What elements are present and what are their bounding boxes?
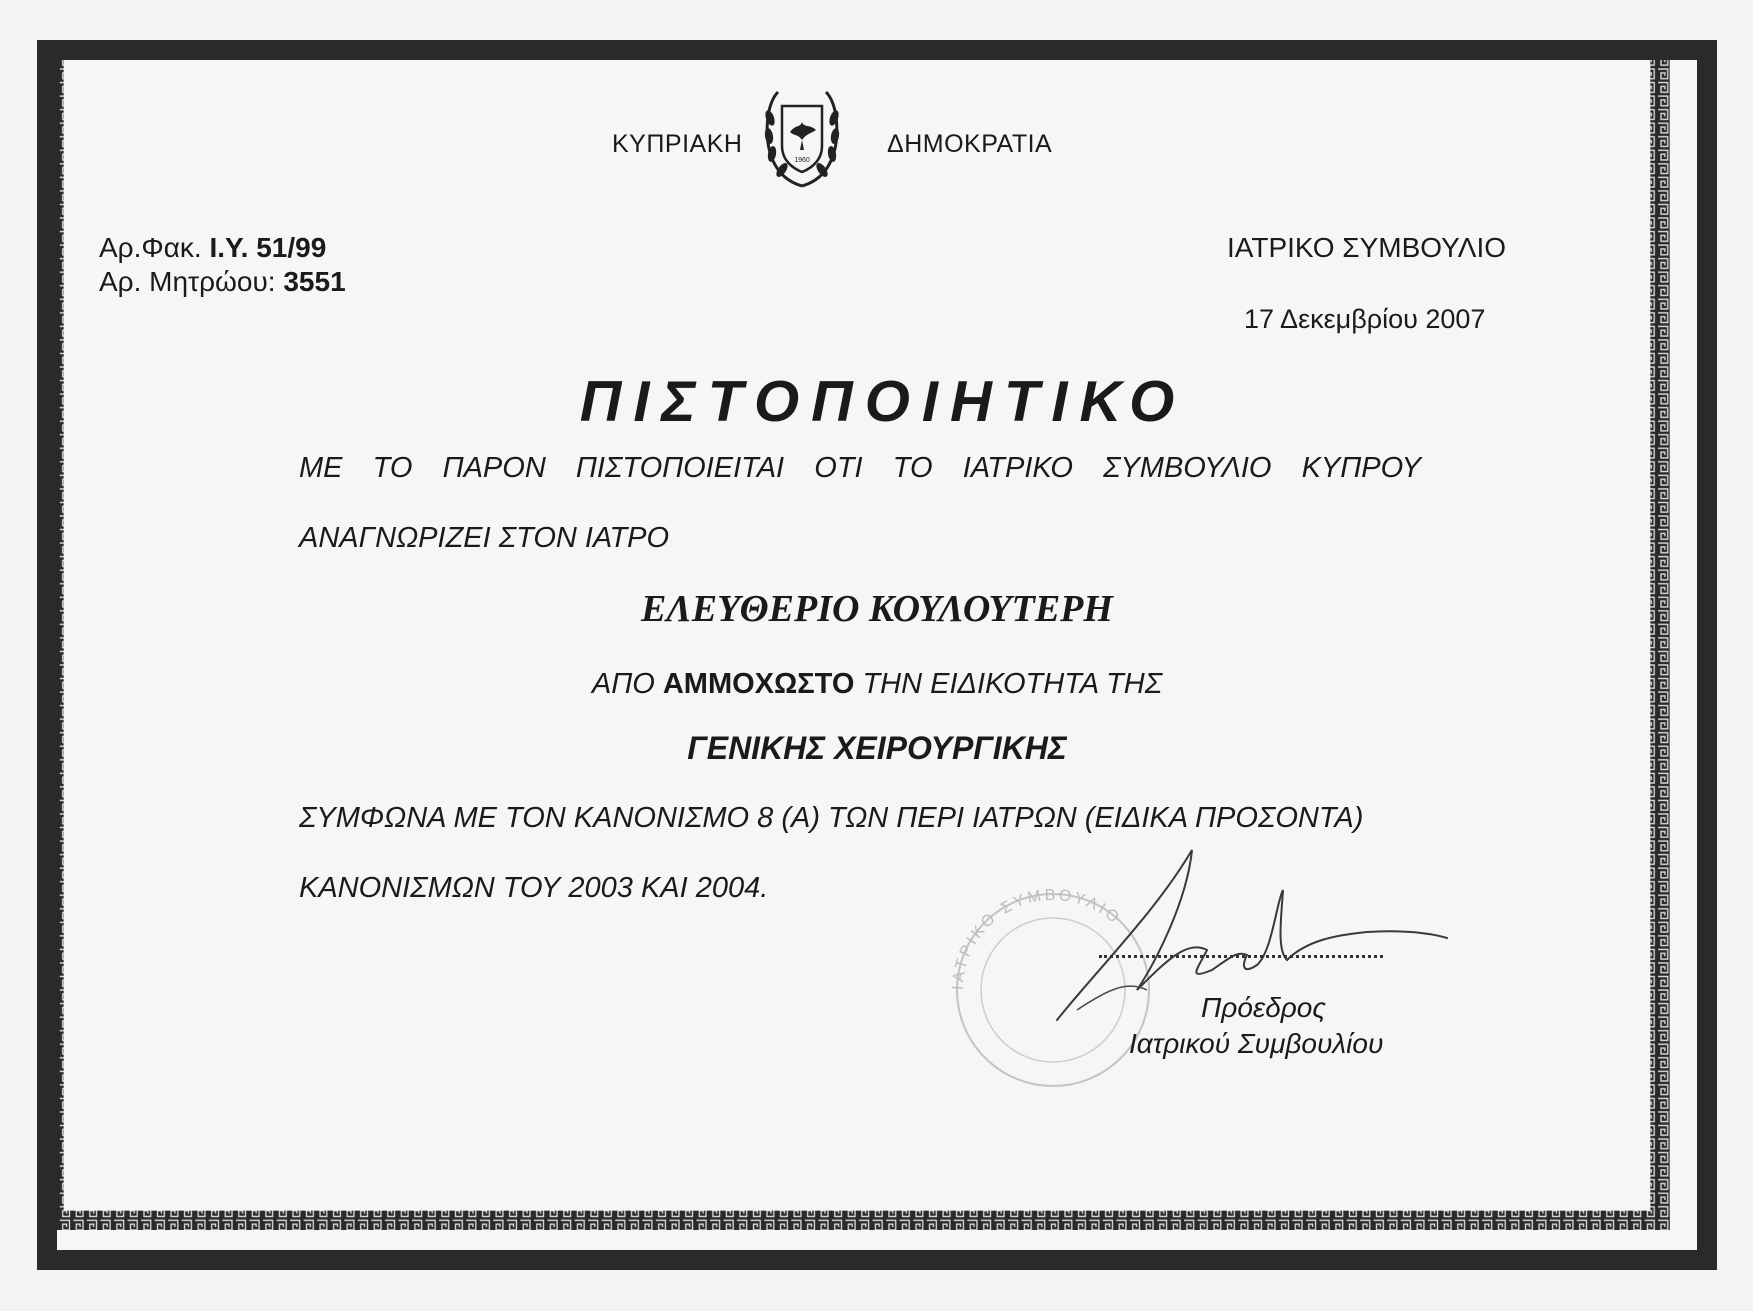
body-line-1-word: ΤΟ — [372, 452, 413, 484]
body-line-1-word: ΠΑΡΟΝ — [442, 452, 546, 484]
registry-number — [99, 266, 346, 298]
body-line-1-word: ΚΥΠΡΟΥ — [1301, 452, 1421, 484]
republic-name-left: ΚΥΠΡΙΑΚΗ — [612, 130, 743, 158]
body-line-1-word: ΙΑΤΡΙΚΟ — [962, 452, 1073, 484]
origin-line — [57, 668, 1697, 701]
doctor-name: ΕΛΕΥΘΕΡΙΟ ΚΟΥΛΟΥΤΕΡΗ — [641, 588, 1113, 630]
cyprus-coat-of-arms-icon — [760, 88, 844, 192]
body-line-1 — [299, 452, 1421, 485]
issue-date: 17 Δεκεμβρίου 2007 — [1244, 304, 1486, 334]
certificate-content — [57, 60, 1697, 1250]
origin-suffix: ΤΗΝ ΕΙΔΙΚΟΤΗΤΑ ΤΗΣ — [862, 668, 1163, 700]
body-line-1-word: ΤΟ — [892, 452, 933, 484]
file-number-label: Αρ.Φακ. — [99, 232, 202, 263]
signature-line — [1099, 955, 1383, 958]
specialty: ΓΕΝΙΚΗΣ ΧΕΙΡΟΥΡΓΙΚΗΣ — [687, 730, 1067, 766]
republic-name-right: ΔΗΜΟΚΡΑΤΙΑ — [887, 130, 1053, 158]
file-number-value: Ι.Υ. 51/99 — [209, 232, 327, 263]
svg-text:1960: 1960 — [794, 157, 810, 164]
signatory-title: Πρόεδρος — [1201, 992, 1326, 1023]
origin-prefix: ΑΠΟ — [591, 668, 655, 700]
certificate-title: ΠΙΣΤΟΠΟΙΗΤΙΚΟ — [579, 369, 1187, 434]
registry-number-label: Αρ. Μητρώου: — [99, 266, 276, 297]
body-line-1-word: ΣΥΜΒΟΥΛΙΟ — [1103, 452, 1272, 484]
issuer-council: ΙΑΤΡΙΚΟ ΣΥΜΒΟΥΛΙΟ — [1227, 232, 1507, 263]
body-line-3: ΣΥΜΦΩΝΑ ΜΕ ΤΟΝ ΚΑΝΟΝΙΣΜΟ 8 (Α) ΤΩΝ ΠΕΡΙ ΙΑΤΡΩΝ (ΕΙΔΙΚΑ ΠΡΟΣΟΝΤΑ) — [299, 802, 1364, 834]
body-line-1-word: ΜΕ — [299, 452, 343, 484]
signatory-organization: Ιατρικού Συμβουλίου — [1129, 1028, 1384, 1059]
registry-number-value: 3551 — [283, 266, 346, 297]
body-line-1-word: ΟΤΙ — [814, 452, 863, 484]
body-line-4: ΚΑΝΟΝΙΣΜΩΝ ΤΟΥ 2003 ΚΑΙ 2004. — [299, 872, 769, 904]
svg-text:ΙΑΤΡΙΚΟ ΣΥΜΒΟΥΛΙΟ: ΙΑΤΡΙΚΟ ΣΥΜΒΟΥΛΙΟ — [949, 886, 1125, 991]
file-number — [99, 232, 326, 264]
body-line-1-word: ΠΙΣΤΟΠΟΙΕΙΤΑΙ — [575, 452, 785, 484]
greek-key-border — [37, 40, 1717, 1270]
origin-place: ΑΜΜΟΧΩΣΤΟ — [662, 668, 855, 700]
body-line-2: ΑΝΑΓΝΩΡΙΖΕΙ ΣΤΟΝ ΙΑΤΡΟ — [299, 522, 670, 554]
